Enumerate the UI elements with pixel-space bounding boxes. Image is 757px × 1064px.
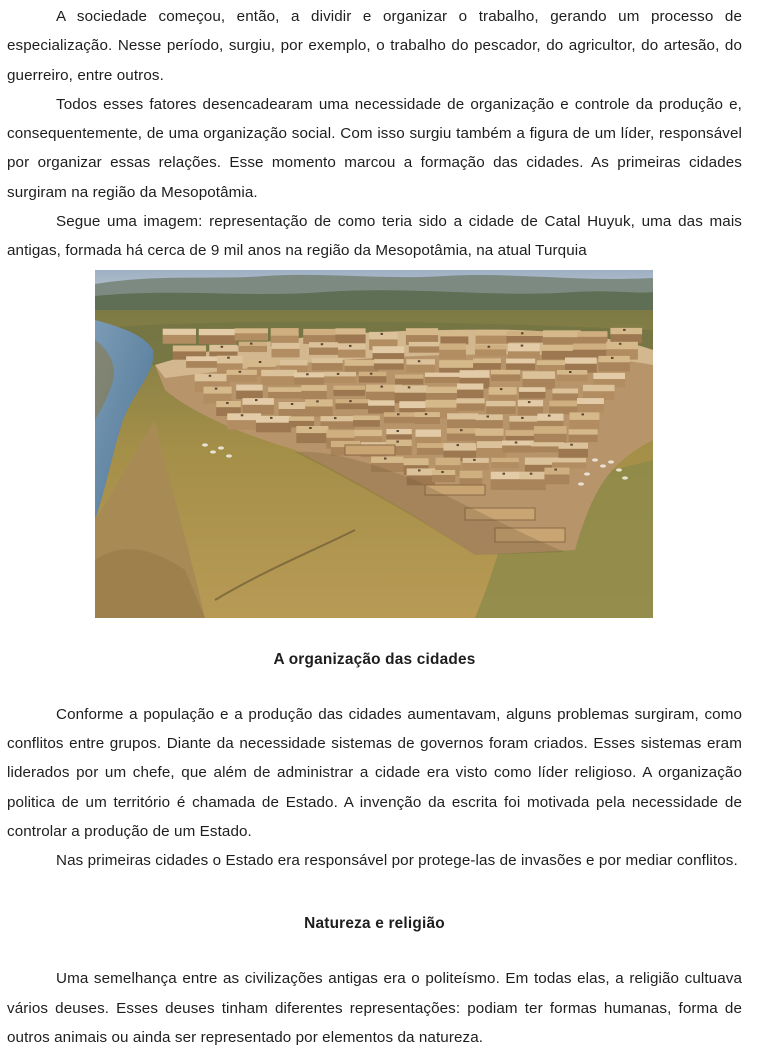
section-heading-nature-religion: Natureza e religião	[304, 915, 445, 933]
paragraph-specialization: A sociedade começou, então, a dividir e organizar o trabalho, gerando um processo de especialização. Nesse período, surgiu, por exemplo, o trabalho do pescador, do agricultor, do artesão, do guerreiro, entre outros.	[7, 8, 742, 84]
paragraph-polytheism: Uma semelhança entre as civilizações antigas era o politeísmo. Em todas elas, a religião cultuava vários deuses. Esses deuses tinham diferentes representações: podiam ter formas humanas, forma de outros animais ou ainda ser representado por elementos da natureza.	[7, 970, 742, 1047]
paragraph-governments: Conforme a população e a produção das cidades aumentavam, alguns problemas surgiram, como conflitos entre grupos. Diante da necessidade sistemas de governos foram criados. Esses sistemas eram liderados por um chefe, que além de administrar a cidade era visto como líder religioso. A organização politica de um território é chamada de Estado. A invenção da escrita foi motivada pela necessidade de controlar a produção de um Estado.	[7, 705, 742, 840]
paragraph-image-caption: Segue uma imagem: representação de como teria sido a cidade de Catal Huyuk, uma das mais antigas, formada há cerca de 9 mil anos na região da Mesopotâmia, na atual Turquia	[7, 213, 742, 260]
catal-huyuk-illustration	[95, 270, 653, 618]
paragraph-social-organization: Todos esses fatores desencadearam uma necessidade de organização e controle da produção e, consequentemente, de uma organização social. Com isso surgiu também a figura de um líder, responsável por organizar essas relações. Esse momento marcou a formação das cidades. As primeiras cidades surgiram na região da Mesopotâmia.	[7, 95, 742, 201]
section-heading-organization: A organização das cidades	[273, 650, 476, 668]
paragraph-state-protection: Nas primeiras cidades o Estado era responsável por protege-las de invasões e por mediar conflitos.	[56, 852, 738, 870]
document-page	[7, 0, 742, 1052]
